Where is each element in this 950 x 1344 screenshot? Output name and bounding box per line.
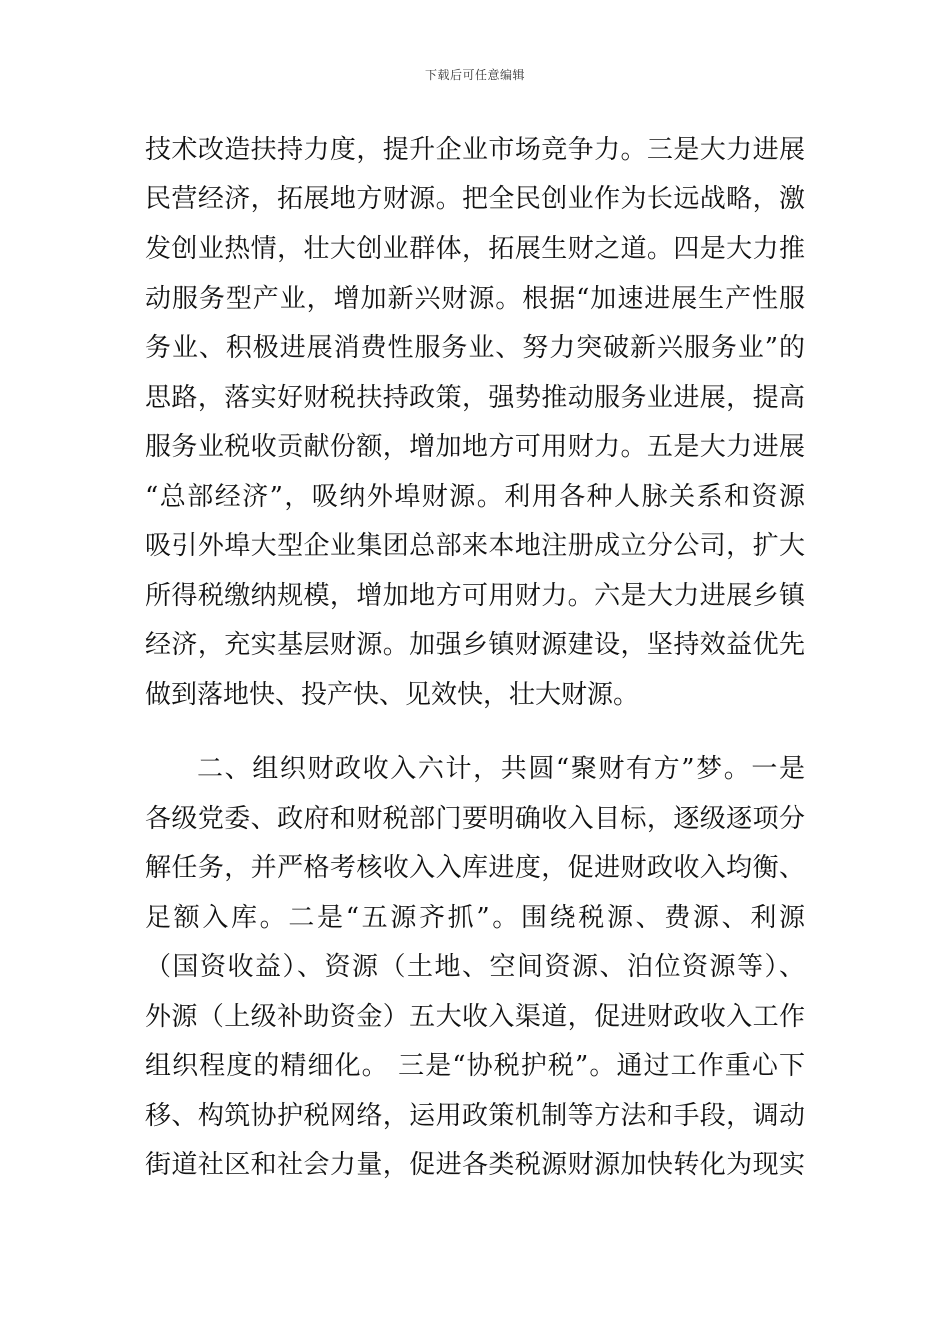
paragraph-1-line: 做到落地快、投产快、见效快，壮大财源。 <box>145 680 640 710</box>
paragraph-1-line: 吸引外埠大型企业集团总部来本地注册成立分公司，扩大 <box>145 531 805 561</box>
paragraph-1-line: 发创业热情，壮大创业群体，拓展生财之道。四是大力推 <box>145 234 805 264</box>
paragraph-2-line: 解任务，并严格考核收入入库进度，促进财政收入均衡、 <box>145 853 805 883</box>
paragraph-1-line: 民营经济，拓展地方财源。把全民创业作为长远战略，激 <box>145 184 805 214</box>
paragraph-2-line: 组织程度的精细化。 三是“协税护税”。通过工作重心下 <box>145 1051 805 1081</box>
paragraph-1-line: 动服务型产业，增加新兴财源。根据“加速进展生产性服 <box>145 284 805 314</box>
paragraph-2-line: 各级党委、政府和财税部门要明确收入目标，逐级逐项分 <box>145 804 805 834</box>
paragraph-1-line: 经济，充实基层财源。加强乡镇财源建设，坚持效益优先 <box>145 630 805 660</box>
paragraph-2-line: 移、构筑协护税网络，运用政策机制等方法和手段，调动 <box>145 1101 805 1131</box>
paragraph-1-line: 思路，落实好财税扶持政策，强势推动服务业进展，提高 <box>145 383 805 413</box>
paragraph-1-line: 所得税缴纳规模，增加地方可用财力。六是大力进展乡镇 <box>145 581 805 611</box>
paragraph-1-line: “总部经济”，吸纳外埠财源。利用各种人脉关系和资源 <box>145 482 805 512</box>
paragraph-2-line: 二、组织财政收入六计，共圆“聚财有方”梦。一是 <box>197 754 805 784</box>
paragraph-2-line: （国资收益）、资源（土地、空间资源、泊位资源等）、 <box>145 952 805 982</box>
paragraph-2-line: 街道社区和社会力量，促进各类税源财源加快转化为现实 <box>145 1150 805 1180</box>
paragraph-1-line: 服务业税收贡献份额，增加地方可用财力。五是大力进展 <box>145 432 805 462</box>
paragraph-1-line: 技术改造扶持力度，提升企业市场竞争力。三是大力进展 <box>145 135 805 165</box>
paragraph-1-line: 务业、积极进展消费性服务业、努力突破新兴服务业”的 <box>145 333 805 363</box>
paragraph-2-line: 足额入库。二是“五源齐抓”。围绕税源、费源、利源 <box>145 903 805 933</box>
page-header: 下载后可任意编辑 <box>424 68 525 82</box>
paragraph-2-line: 外源（上级补助资金）五大收入渠道，促进财政收入工作 <box>145 1002 805 1032</box>
